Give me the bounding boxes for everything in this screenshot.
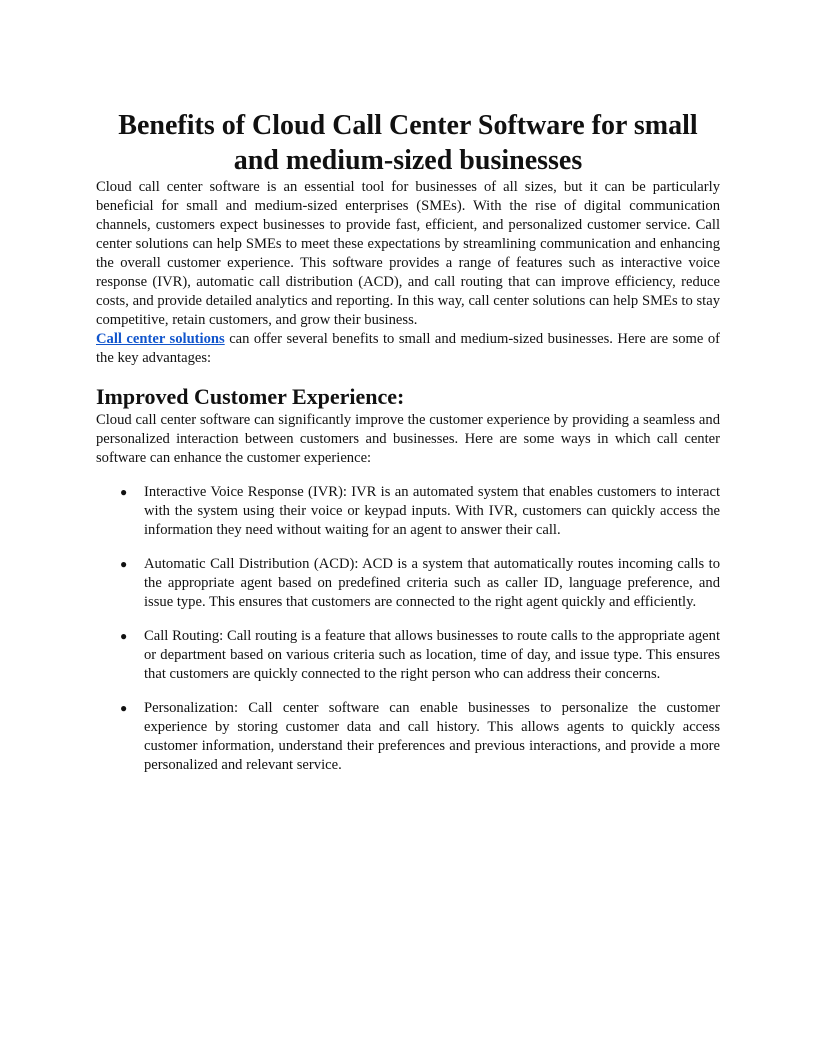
benefits-list bbox=[96, 483, 720, 775]
list-item-text: Automatic Call Distribution (ACD): ACD is a system that automatically routes incoming calls to the appropriate agent based on predefined criteria such as caller ID, language preference, and issue type. This ensures that customers are connected to the right agent quickly and efficiently. bbox=[144, 556, 720, 610]
list-item-text: Personalization: Call center software can enable businesses to personalize the customer experience by storing customer data and call history. This allows agents to quickly access customer information, understand their preferences and previous interactions, and provide a more personalized and relevant service. bbox=[144, 700, 720, 773]
section-intro-paragraph: Cloud call center software can significantly improve the customer experience by providing a seamless and personalized interaction between customers and businesses. Here are some ways in which call center software can enhance the customer experience: bbox=[96, 412, 720, 466]
benefits-lead-text: can offer several benefits to small and medium-sized businesses. Here are some of the key advantages: bbox=[96, 331, 720, 366]
list-item-text: Interactive Voice Response (IVR): IVR is an automated system that enables customers to interact with the system using their voice or keypad inputs. With IVR, customers can quickly access the information they need without waiting for an agent to answer their call. bbox=[144, 484, 720, 538]
list-item bbox=[120, 699, 720, 775]
bullet-icon: ● bbox=[120, 629, 128, 643]
page-title: Benefits of Cloud Call Center Software for small and medium-sized businesses bbox=[118, 110, 698, 176]
list-item bbox=[120, 555, 720, 612]
section-heading: Improved Customer Experience: bbox=[96, 384, 405, 409]
list-item bbox=[120, 483, 720, 540]
bullet-icon: ● bbox=[120, 701, 128, 715]
list-item-text: Call Routing: Call routing is a feature that allows businesses to route calls to the appropriate agent or department based on various criteria such as location, time of day, and issue type. This ensures that customers are quickly connected to the right person who can address their concerns. bbox=[144, 628, 720, 682]
benefits-lead-paragraph bbox=[96, 330, 720, 368]
list-item bbox=[120, 627, 720, 684]
bullet-icon: ● bbox=[120, 485, 128, 499]
intro-paragraph: Cloud call center software is an essential tool for businesses of all sizes, but it can be particularly beneficial for small and medium-sized enterprises (SMEs). With the rise of digital communication channels, customers expect businesses to provide fast, efficient, and personalized customer service. Call center solutions can help SMEs to meet these expectations by streamlining communication and enhancing the overall customer experience. This software provides a range of features such as interactive voice response (IVR), automatic call distribution (ACD), and call routing that can improve efficiency, reduce costs, and provide detailed analytics and reporting. In this way, call center solutions can help SMEs to stay competitive, retain customers, and grow their business. bbox=[96, 179, 720, 328]
call-center-solutions-link[interactable]: Call center solutions bbox=[96, 331, 225, 347]
bullet-icon: ● bbox=[120, 557, 128, 571]
document-page bbox=[96, 108, 720, 790]
